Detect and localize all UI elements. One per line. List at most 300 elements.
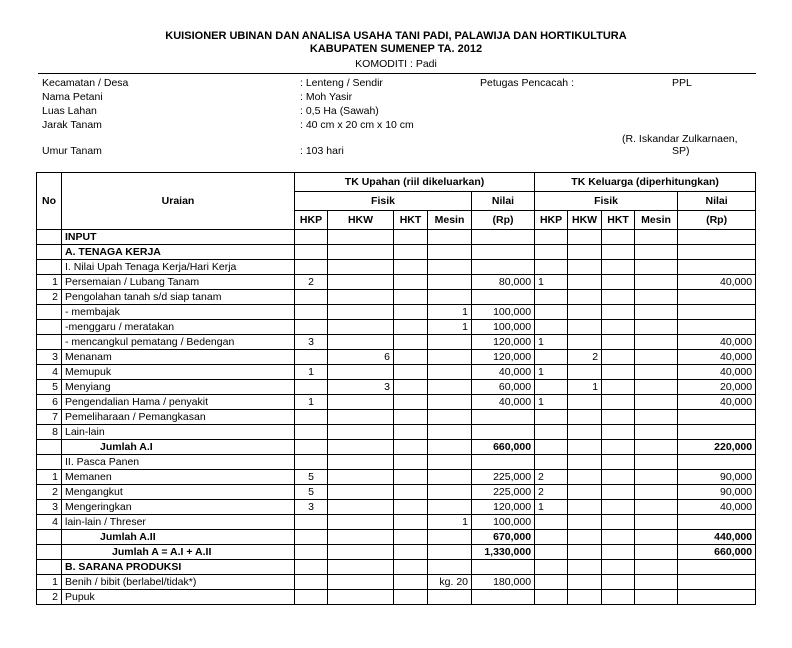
upahan-nilai-cell: 225,000 xyxy=(472,485,535,500)
table-row xyxy=(37,320,756,335)
keluarga-hkw-cell: 1 xyxy=(568,380,602,395)
keluarga-nilai-cell xyxy=(678,575,756,590)
row-number xyxy=(37,455,62,470)
upahan-hkt-cell xyxy=(394,545,428,560)
keluarga-hkp-cell xyxy=(535,590,568,605)
keluarga-hkt-cell xyxy=(602,395,635,410)
upahan-hkt-cell xyxy=(394,590,428,605)
upahan-hkw-cell xyxy=(328,560,394,575)
upahan-mesin-cell xyxy=(428,560,472,575)
upahan-hkw-cell xyxy=(328,305,394,320)
analysis-table xyxy=(36,172,756,605)
upahan-rp-header: (Rp) xyxy=(472,211,535,230)
row-number xyxy=(37,320,62,335)
upahan-hkt-header: HKT xyxy=(394,211,428,230)
keluarga-nilai-cell: 40,000 xyxy=(678,275,756,290)
table-row xyxy=(37,395,756,410)
row-uraian: Menyiang xyxy=(62,380,295,395)
table-row xyxy=(37,380,756,395)
upahan-hkt-cell xyxy=(394,350,428,365)
row-number: 1 xyxy=(37,575,62,590)
keluarga-mesin-cell xyxy=(635,245,678,260)
upahan-mesin-cell xyxy=(428,485,472,500)
row-number: 2 xyxy=(37,485,62,500)
upahan-hkp-cell: 5 xyxy=(295,470,328,485)
upahan-mesin-cell xyxy=(428,275,472,290)
upahan-nilai-cell: 660,000 xyxy=(472,440,535,455)
kecamatan-label: Kecamatan / Desa xyxy=(42,77,129,89)
upahan-hkw-cell xyxy=(328,335,394,350)
upahan-fisik-header: Fisik xyxy=(295,192,472,211)
keluarga-hkw-cell xyxy=(568,395,602,410)
keluarga-hkt-cell xyxy=(602,530,635,545)
upahan-nilai-cell xyxy=(472,260,535,275)
header-rule xyxy=(38,73,756,74)
upahan-hkt-cell xyxy=(394,365,428,380)
table-row xyxy=(37,560,756,575)
keluarga-hkw-cell xyxy=(568,455,602,470)
upahan-hkp-cell xyxy=(295,320,328,335)
keluarga-mesin-header: Mesin xyxy=(635,211,678,230)
upahan-nilai-cell: 120,000 xyxy=(472,350,535,365)
keluarga-hkt-cell xyxy=(602,500,635,515)
tk-keluarga-header: TK Keluarga (diperhitungkan) xyxy=(535,173,756,192)
document-title: KUISIONER UBINAN DAN ANALISA USAHA TANI PADI, PALAWIJA DAN HORTIKULTURA xyxy=(165,30,627,42)
row-number: 1 xyxy=(37,275,62,290)
keluarga-hkw-cell xyxy=(568,470,602,485)
keluarga-hkp-cell xyxy=(535,425,568,440)
keluarga-hkp-cell xyxy=(535,410,568,425)
upahan-hkp-cell xyxy=(295,230,328,245)
upahan-mesin-cell xyxy=(428,440,472,455)
row-uraian: Lain-lain xyxy=(62,425,295,440)
row-number xyxy=(37,440,62,455)
upahan-nilai-cell xyxy=(472,425,535,440)
upahan-nilai-cell: 180,000 xyxy=(472,575,535,590)
keluarga-mesin-cell xyxy=(635,395,678,410)
keluarga-nilai-cell: 90,000 xyxy=(678,470,756,485)
keluarga-hkp-cell xyxy=(535,515,568,530)
upahan-hkp-cell xyxy=(295,515,328,530)
upahan-mesin-header: Mesin xyxy=(428,211,472,230)
document-subtitle: KABUPATEN SUMENEP TA. 2012 xyxy=(309,43,483,55)
keluarga-rp-header: (Rp) xyxy=(678,211,756,230)
upahan-hkt-cell xyxy=(394,455,428,470)
upahan-hkt-cell xyxy=(394,575,428,590)
keluarga-hkt-cell xyxy=(602,425,635,440)
upahan-nilai-cell: 100,000 xyxy=(472,305,535,320)
upahan-hkp-cell: 1 xyxy=(295,395,328,410)
upahan-hkp-cell xyxy=(295,590,328,605)
table-row xyxy=(37,290,756,305)
row-number: 6 xyxy=(37,395,62,410)
keluarga-mesin-cell xyxy=(635,575,678,590)
keluarga-nilai-cell xyxy=(678,305,756,320)
upahan-nilai-cell xyxy=(472,560,535,575)
upahan-hkw-cell: 6 xyxy=(328,350,394,365)
upahan-hkw-cell xyxy=(328,590,394,605)
table-row xyxy=(37,365,756,380)
keluarga-nilai-cell: 90,000 xyxy=(678,485,756,500)
keluarga-mesin-cell xyxy=(635,230,678,245)
table-row xyxy=(37,485,756,500)
upahan-hkt-cell xyxy=(394,380,428,395)
upahan-hkp-cell: 2 xyxy=(295,275,328,290)
keluarga-nilai-cell xyxy=(678,245,756,260)
upahan-mesin-cell xyxy=(428,290,472,305)
row-uraian: II. Pasca Panen xyxy=(62,455,295,470)
table-row xyxy=(37,545,756,560)
keluarga-hkw-cell xyxy=(568,515,602,530)
row-number: 2 xyxy=(37,290,62,305)
upahan-nilai-header: Nilai xyxy=(472,192,535,211)
keluarga-mesin-cell xyxy=(635,455,678,470)
keluarga-hkw-cell xyxy=(568,260,602,275)
keluarga-hkw-cell xyxy=(568,290,602,305)
umur-value: : 103 hari xyxy=(300,145,344,157)
keluarga-hkp-cell: 1 xyxy=(535,500,568,515)
upahan-hkw-cell xyxy=(328,290,394,305)
keluarga-hkp-cell: 1 xyxy=(535,275,568,290)
upahan-hkw-cell xyxy=(328,470,394,485)
upahan-mesin-cell xyxy=(428,395,472,410)
upahan-nilai-cell xyxy=(472,455,535,470)
keluarga-hkp-cell xyxy=(535,545,568,560)
keluarga-mesin-cell xyxy=(635,335,678,350)
upahan-hkp-cell xyxy=(295,440,328,455)
keluarga-hkp-cell: 2 xyxy=(535,485,568,500)
table-row xyxy=(37,230,756,245)
keluarga-mesin-cell xyxy=(635,545,678,560)
keluarga-hkp-cell xyxy=(535,260,568,275)
row-number xyxy=(37,305,62,320)
keluarga-mesin-cell xyxy=(635,320,678,335)
row-uraian: Pengendalian Hama / penyakit xyxy=(62,395,295,410)
keluarga-hkt-header: HKT xyxy=(602,211,635,230)
upahan-hkw-cell xyxy=(328,395,394,410)
row-number: 3 xyxy=(37,350,62,365)
upahan-hkp-cell xyxy=(295,290,328,305)
row-number: 4 xyxy=(37,515,62,530)
upahan-mesin-cell xyxy=(428,590,472,605)
upahan-hkt-cell xyxy=(394,305,428,320)
table-row xyxy=(37,590,756,605)
upahan-hkw-cell xyxy=(328,545,394,560)
row-number xyxy=(37,230,62,245)
upahan-hkt-cell xyxy=(394,410,428,425)
keluarga-mesin-cell xyxy=(635,290,678,305)
keluarga-hkt-cell xyxy=(602,440,635,455)
upahan-hkp-cell xyxy=(295,380,328,395)
nama-value: : Moh Yasir xyxy=(300,91,353,103)
keluarga-hkw-cell xyxy=(568,530,602,545)
upahan-hkw-cell xyxy=(328,245,394,260)
keluarga-hkw-cell: 2 xyxy=(568,350,602,365)
jarak-label: Jarak Tanam xyxy=(42,119,102,131)
keluarga-hkw-cell xyxy=(568,335,602,350)
tk-upahan-header: TK Upahan (riil dikeluarkan) xyxy=(295,173,535,192)
keluarga-mesin-cell xyxy=(635,260,678,275)
keluarga-nilai-cell: 660,000 xyxy=(678,545,756,560)
keluarga-mesin-cell xyxy=(635,425,678,440)
keluarga-hkt-cell xyxy=(602,545,635,560)
upahan-hkp-cell: 5 xyxy=(295,485,328,500)
keluarga-nilai-cell: 220,000 xyxy=(678,440,756,455)
keluarga-hkp-cell: 1 xyxy=(535,395,568,410)
upahan-mesin-cell xyxy=(428,380,472,395)
table-row xyxy=(37,350,756,365)
upahan-hkt-cell xyxy=(394,470,428,485)
table-row xyxy=(37,500,756,515)
row-number: 1 xyxy=(37,470,62,485)
keluarga-nilai-cell: 40,000 xyxy=(678,500,756,515)
keluarga-mesin-cell xyxy=(635,590,678,605)
upahan-mesin-cell: 1 xyxy=(428,320,472,335)
keluarga-hkp-header: HKP xyxy=(535,211,568,230)
keluarga-nilai-cell xyxy=(678,515,756,530)
keluarga-nilai-cell xyxy=(678,290,756,305)
upahan-mesin-cell xyxy=(428,365,472,380)
keluarga-hkp-cell: 1 xyxy=(535,365,568,380)
keluarga-mesin-cell xyxy=(635,515,678,530)
petugas-value: PPL xyxy=(672,77,692,89)
keluarga-hkw-cell xyxy=(568,230,602,245)
row-uraian: Jumlah A.I xyxy=(62,440,295,455)
keluarga-nilai-cell: 20,000 xyxy=(678,380,756,395)
keluarga-hkt-cell xyxy=(602,590,635,605)
upahan-mesin-cell: 1 xyxy=(428,515,472,530)
keluarga-fisik-header: Fisik xyxy=(535,192,678,211)
keluarga-nilai-cell xyxy=(678,455,756,470)
upahan-hkp-cell xyxy=(295,530,328,545)
row-uraian: Memanen xyxy=(62,470,295,485)
keluarga-nilai-cell: 40,000 xyxy=(678,350,756,365)
table-row xyxy=(37,575,756,590)
upahan-nilai-cell: 100,000 xyxy=(472,320,535,335)
upahan-hkw-cell xyxy=(328,410,394,425)
upahan-hkw-cell xyxy=(328,275,394,290)
row-uraian: INPUT xyxy=(62,230,295,245)
row-uraian: I. Nilai Upah Tenaga Kerja/Hari Kerja xyxy=(62,260,295,275)
keluarga-hkw-cell xyxy=(568,500,602,515)
keluarga-hkp-cell xyxy=(535,320,568,335)
keluarga-hkw-cell xyxy=(568,590,602,605)
keluarga-hkp-cell xyxy=(535,245,568,260)
upahan-mesin-cell xyxy=(428,350,472,365)
no-header: No xyxy=(37,173,62,230)
upahan-hkt-cell xyxy=(394,230,428,245)
upahan-hkp-cell xyxy=(295,305,328,320)
keluarga-mesin-cell xyxy=(635,500,678,515)
upahan-hkw-cell xyxy=(328,425,394,440)
keluarga-hkw-cell xyxy=(568,305,602,320)
table-row xyxy=(37,530,756,545)
keluarga-nilai-cell: 440,000 xyxy=(678,530,756,545)
upahan-hkp-cell xyxy=(295,245,328,260)
keluarga-nilai-cell xyxy=(678,590,756,605)
upahan-nilai-cell: 120,000 xyxy=(472,500,535,515)
upahan-hkw-cell xyxy=(328,230,394,245)
keluarga-nilai-cell: 40,000 xyxy=(678,335,756,350)
upahan-nilai-cell: 80,000 xyxy=(472,275,535,290)
keluarga-mesin-cell xyxy=(635,485,678,500)
komoditi-label: KOMODITI : Padi xyxy=(355,58,437,70)
upahan-mesin-cell: kg. 20 xyxy=(428,575,472,590)
upahan-hkp-cell: 1 xyxy=(295,365,328,380)
officer-name-line2: SP) xyxy=(672,145,690,157)
keluarga-hkw-cell xyxy=(568,425,602,440)
upahan-hkt-cell xyxy=(394,245,428,260)
upahan-hkp-cell xyxy=(295,350,328,365)
upahan-nilai-cell: 60,000 xyxy=(472,380,535,395)
keluarga-hkp-cell: 1 xyxy=(535,335,568,350)
table-row xyxy=(37,470,756,485)
upahan-hkw-cell xyxy=(328,530,394,545)
luas-label: Luas Lahan xyxy=(42,105,97,117)
keluarga-hkp-cell xyxy=(535,290,568,305)
upahan-hkp-cell xyxy=(295,425,328,440)
keluarga-hkw-cell xyxy=(568,440,602,455)
keluarga-hkt-cell xyxy=(602,230,635,245)
keluarga-hkp-cell xyxy=(535,440,568,455)
uraian-header: Uraian xyxy=(62,173,295,230)
jarak-value: : 40 cm x 20 cm x 10 cm xyxy=(300,119,414,131)
row-uraian: Jumlah A = A.I + A.II xyxy=(62,545,295,560)
upahan-mesin-cell xyxy=(428,530,472,545)
upahan-nilai-cell xyxy=(472,290,535,305)
upahan-hkt-cell xyxy=(394,530,428,545)
row-uraian: Memupuk xyxy=(62,365,295,380)
keluarga-hkp-cell xyxy=(535,380,568,395)
row-uraian: - membajak xyxy=(62,305,295,320)
keluarga-hkt-cell xyxy=(602,290,635,305)
row-uraian: Persemaian / Lubang Tanam xyxy=(62,275,295,290)
upahan-hkt-cell xyxy=(394,425,428,440)
upahan-mesin-cell xyxy=(428,230,472,245)
table-row xyxy=(37,410,756,425)
upahan-hkt-cell xyxy=(394,335,428,350)
keluarga-nilai-cell xyxy=(678,230,756,245)
upahan-hkp-cell xyxy=(295,455,328,470)
keluarga-mesin-cell xyxy=(635,380,678,395)
upahan-mesin-cell: 1 xyxy=(428,305,472,320)
keluarga-hkt-cell xyxy=(602,380,635,395)
upahan-mesin-cell xyxy=(428,335,472,350)
keluarga-hkp-cell xyxy=(535,575,568,590)
upahan-hkw-cell xyxy=(328,455,394,470)
keluarga-hkt-cell xyxy=(602,335,635,350)
upahan-mesin-cell xyxy=(428,500,472,515)
upahan-hkp-cell: 3 xyxy=(295,500,328,515)
upahan-hkt-cell xyxy=(394,320,428,335)
keluarga-hkw-cell xyxy=(568,560,602,575)
keluarga-nilai-cell xyxy=(678,320,756,335)
keluarga-hkp-cell xyxy=(535,530,568,545)
keluarga-mesin-cell xyxy=(635,365,678,380)
keluarga-hkw-cell xyxy=(568,485,602,500)
table-row xyxy=(37,515,756,530)
table-row xyxy=(37,305,756,320)
upahan-mesin-cell xyxy=(428,545,472,560)
upahan-hkt-cell xyxy=(394,275,428,290)
table-row xyxy=(37,335,756,350)
keluarga-mesin-cell xyxy=(635,275,678,290)
keluarga-hkt-cell xyxy=(602,260,635,275)
keluarga-hkw-cell xyxy=(568,245,602,260)
keluarga-hkt-cell xyxy=(602,560,635,575)
row-number: 3 xyxy=(37,500,62,515)
upahan-mesin-cell xyxy=(428,245,472,260)
nama-label: Nama Petani xyxy=(42,91,103,103)
table-row xyxy=(37,260,756,275)
row-number xyxy=(37,335,62,350)
upahan-hkt-cell xyxy=(394,395,428,410)
keluarga-hkp-cell xyxy=(535,560,568,575)
upahan-hkp-cell xyxy=(295,575,328,590)
keluarga-mesin-cell xyxy=(635,470,678,485)
upahan-hkw-cell xyxy=(328,440,394,455)
row-number: 4 xyxy=(37,365,62,380)
upahan-mesin-cell xyxy=(428,455,472,470)
upahan-nilai-cell: 120,000 xyxy=(472,335,535,350)
kecamatan-value: : Lenteng / Sendir xyxy=(300,77,383,89)
umur-label: Umur Tanam xyxy=(42,145,102,157)
upahan-hkw-cell: 3 xyxy=(328,380,394,395)
upahan-hkt-cell xyxy=(394,485,428,500)
row-uraian: B. SARANA PRODUKSI xyxy=(62,560,295,575)
upahan-mesin-cell xyxy=(428,470,472,485)
keluarga-hkt-cell xyxy=(602,515,635,530)
keluarga-hkt-cell xyxy=(602,455,635,470)
row-number xyxy=(37,260,62,275)
upahan-hkp-cell xyxy=(295,260,328,275)
keluarga-hkp-cell xyxy=(535,305,568,320)
row-number: 5 xyxy=(37,380,62,395)
keluarga-hkt-cell xyxy=(602,485,635,500)
keluarga-mesin-cell xyxy=(635,305,678,320)
keluarga-nilai-cell: 40,000 xyxy=(678,365,756,380)
row-uraian: Jumlah A.II xyxy=(62,530,295,545)
row-uraian: Pengolahan tanah s/d siap tanam xyxy=(62,290,295,305)
keluarga-hkw-cell xyxy=(568,275,602,290)
upahan-hkw-cell xyxy=(328,575,394,590)
upahan-hkt-cell xyxy=(394,500,428,515)
keluarga-nilai-cell xyxy=(678,260,756,275)
table-row xyxy=(37,275,756,290)
keluarga-hkt-cell xyxy=(602,470,635,485)
upahan-nilai-cell xyxy=(472,230,535,245)
row-number xyxy=(37,545,62,560)
upahan-hkt-cell xyxy=(394,440,428,455)
row-uraian: A. TENAGA KERJA xyxy=(62,245,295,260)
upahan-hkw-cell xyxy=(328,260,394,275)
row-uraian: Benih / bibit (berlabel/tidak*) xyxy=(62,575,295,590)
row-uraian: - mencangkul pematang / Bedengan xyxy=(62,335,295,350)
row-uraian: -menggaru / meratakan xyxy=(62,320,295,335)
upahan-nilai-cell: 1,330,000 xyxy=(472,545,535,560)
row-uraian: Pupuk xyxy=(62,590,295,605)
keluarga-mesin-cell xyxy=(635,560,678,575)
keluarga-hkt-cell xyxy=(602,350,635,365)
upahan-hkw-cell xyxy=(328,500,394,515)
keluarga-nilai-cell: 40,000 xyxy=(678,395,756,410)
row-uraian: Pemeliharaan / Pemangkasan xyxy=(62,410,295,425)
upahan-nilai-cell: 40,000 xyxy=(472,365,535,380)
table-row xyxy=(37,440,756,455)
keluarga-hkw-cell xyxy=(568,410,602,425)
table-row xyxy=(37,245,756,260)
keluarga-hkp-cell xyxy=(535,350,568,365)
